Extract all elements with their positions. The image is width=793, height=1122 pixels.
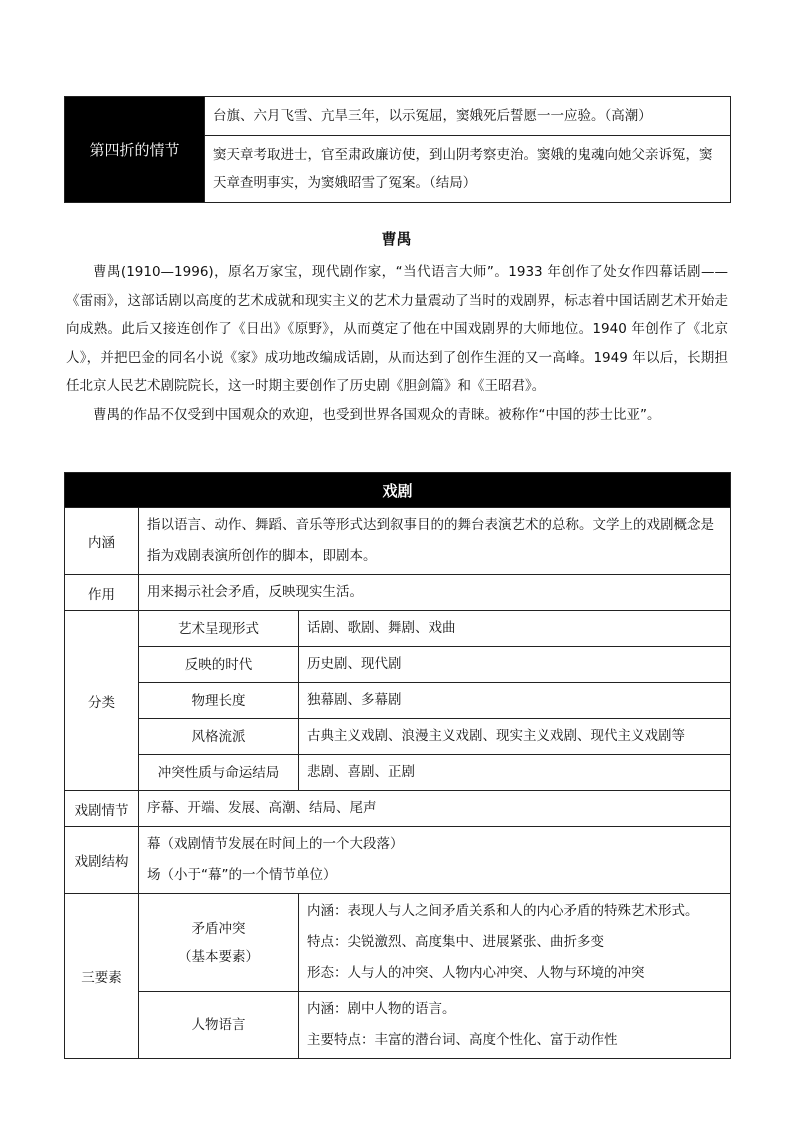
table-row bbox=[65, 683, 731, 719]
classification-sub: 冲突性质与命运结局 bbox=[139, 755, 299, 791]
drama-table bbox=[64, 472, 731, 1059]
classification-text: 独幕剧、多幕剧 bbox=[299, 683, 731, 719]
classification-sub: 风格流派 bbox=[139, 719, 299, 755]
classification-sub: 反映的时代 bbox=[139, 647, 299, 683]
table-row bbox=[65, 647, 731, 683]
plot-text: 序幕、开端、发展、高潮、结局、尾声 bbox=[139, 791, 731, 827]
table-row bbox=[65, 611, 731, 647]
structure-line: 幕（戏剧情节发展在时间上的一个大段落） bbox=[147, 836, 404, 852]
language-line: 主要特点：丰富的潜台词、高度个性化、富于动作性 bbox=[307, 1032, 618, 1048]
language-text bbox=[299, 992, 731, 1059]
plot-label: 戏剧情节 bbox=[65, 791, 139, 827]
plot-climax-cell: 台旗、六月飞雪、亢旱三年，以示冤屈，窦娥死后誓愿一一应验。（高潮） bbox=[205, 97, 731, 136]
plot-table bbox=[64, 96, 731, 203]
classification-text: 悲剧、喜剧、正剧 bbox=[299, 755, 731, 791]
function-text: 用来揭示社会矛盾，反映现实生活。 bbox=[139, 575, 731, 611]
conflict-sub-note: （基本要素） bbox=[178, 948, 259, 965]
table-row bbox=[65, 97, 731, 136]
structure-text bbox=[139, 827, 731, 894]
conflict-line: 特点：尖锐激烈、高度集中、进展紧张、曲折多变 bbox=[307, 934, 604, 950]
function-label: 作用 bbox=[65, 575, 139, 611]
plot-ending-cell: 窦天章考取进士，官至肃政廉访使，到山阴考察吏治。窦娥的鬼魂向她父亲诉冤，窦天章查明事实，为窦娥昭雪了冤案。（结局） bbox=[205, 136, 731, 203]
table-row bbox=[65, 473, 731, 508]
classification-text: 话剧、歌剧、舞剧、戏曲 bbox=[299, 611, 731, 647]
table-row bbox=[65, 992, 731, 1059]
language-sub: 人物语言 bbox=[139, 992, 299, 1059]
bio-paragraph: 曹禺(1910—1996)，原名万家宝，现代剧作家，“当代语言大师”。1933 年创作了处女作四幕话剧——《雷雨》，这部话剧以高度的艺术成就和现实主义的艺术力量震动了当时的戏剧界，标志着中国话剧艺术开始走向成熟。此后又接连创作了《日出》《原野》，从而奠定了他在中国戏剧界的大师地位。1940 年创作了《北京人》，并把巴金的同名小说《家》成功地改编成话剧，从而达到了创作生涯的又一高峰。1949 年以后，长期担任北京人民艺术剧院院长，这一时期主要创作了历史剧《胆剑篇》和《王昭君》。 bbox=[66, 264, 728, 394]
drama-table-title: 戏剧 bbox=[65, 473, 731, 508]
conflict-line: 内涵：表现人与人之间矛盾关系和人的内心矛盾的特殊艺术形式。 bbox=[307, 903, 699, 919]
classification-sub: 艺术呈现形式 bbox=[139, 611, 299, 647]
language-line: 内涵：剧中人物的语言。 bbox=[307, 1001, 456, 1017]
table-row bbox=[65, 827, 731, 894]
bio-title: 曹禺 bbox=[381, 230, 412, 248]
biography-text bbox=[66, 258, 728, 429]
structure-line: 场（小于“幕”的一个情节单位） bbox=[147, 867, 337, 883]
connotation-label: 内涵 bbox=[65, 508, 139, 575]
classification-text: 古典主义戏剧、浪漫主义戏剧、现实主义戏剧、现代主义戏剧等 bbox=[299, 719, 731, 755]
elements-label: 三要素 bbox=[65, 894, 139, 1059]
table-row bbox=[65, 755, 731, 791]
classification-sub: 物理长度 bbox=[139, 683, 299, 719]
conflict-sub-title: 矛盾冲突 bbox=[191, 920, 246, 937]
bio-paragraph: 曹禺的作品不仅受到中国观众的欢迎，也受到世界各国观众的青睐。被称作“中国的莎士比亚”。 bbox=[93, 406, 661, 423]
conflict-text bbox=[299, 894, 731, 992]
plot-table-header: 第四折的情节 bbox=[65, 97, 205, 203]
classification-label: 分类 bbox=[65, 611, 139, 791]
table-row bbox=[65, 575, 731, 611]
table-row bbox=[65, 791, 731, 827]
connotation-text: 指以语言、动作、舞蹈、音乐等形式达到叙事目的的舞台表演艺术的总称。文学上的戏剧概念是指为戏剧表演所创作的脚本，即剧本。 bbox=[139, 508, 731, 575]
table-row bbox=[65, 894, 731, 992]
conflict-line: 形态：人与人的冲突、人物内心冲突、人物与环境的冲突 bbox=[307, 965, 645, 981]
structure-label: 戏剧结构 bbox=[65, 827, 139, 894]
table-row bbox=[65, 719, 731, 755]
classification-text: 历史剧、现代剧 bbox=[299, 647, 731, 683]
conflict-sub bbox=[139, 894, 299, 992]
table-row bbox=[65, 508, 731, 575]
